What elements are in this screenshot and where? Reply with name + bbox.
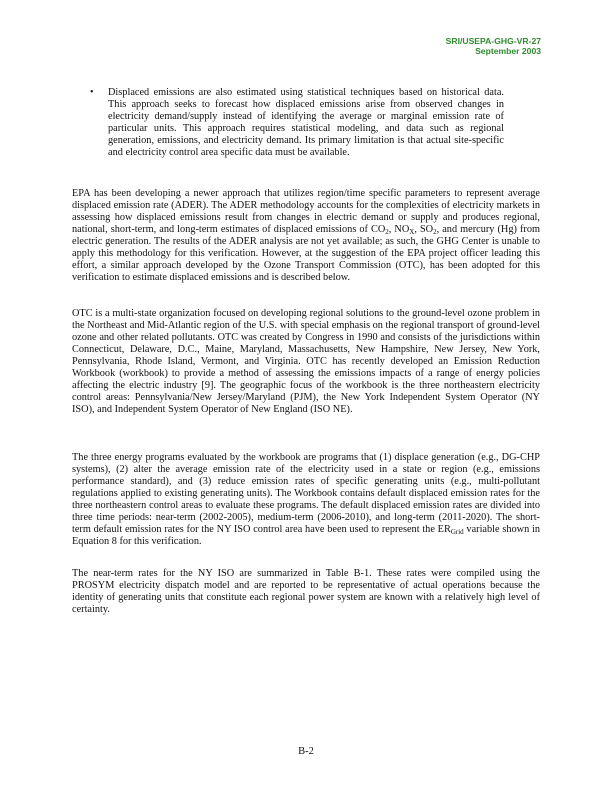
bullet-icon: • bbox=[90, 87, 94, 98]
subscript: 2 bbox=[433, 228, 437, 236]
page-number: B-2 bbox=[298, 746, 314, 757]
subscript: Grid bbox=[450, 528, 464, 536]
subscript: 2 bbox=[385, 228, 389, 236]
paragraph-energy-programs bbox=[72, 452, 540, 548]
paragraph-ader bbox=[72, 188, 540, 284]
paragraph-text: EPA has been developing a newer approach that utilizes region/time specific parameters to represent average displaced emission rate (ADER). The ADER methodology accounts for the complexities of electricity markets in assessing how displaced emissions result from changes in electric demand or supply and produces regional, national, short-term, and long-term estimates of displaced emissions of CO bbox=[72, 188, 540, 235]
subscript: X bbox=[409, 228, 415, 236]
page-header bbox=[446, 36, 541, 56]
paragraph-text: variable shown in Equation 8 for this verification. bbox=[72, 524, 540, 547]
bullet-item bbox=[90, 87, 504, 159]
bullet-text: Displaced emissions are also estimated using statistical techniques based on historical data. This approach seeks to forecast how displaced emissions arise from observed changes in electricity demand/supply instead of identifying the average or marginal emission rate of particular units. This approach requires statistical modeling, and data such as regional generation, emissions, and electricity demand. Its primary limitation is that actual site-specific and electricity control area specific data must be available. bbox=[108, 87, 504, 158]
document-date: September 2003 bbox=[475, 46, 541, 56]
document-id: SRI/USEPA-GHG-VR-27 bbox=[445, 36, 541, 46]
paragraph-text: , SO bbox=[414, 224, 434, 235]
paragraph-text: The three energy programs evaluated by the workbook are programs that (1) displace generation (e.g., DG-CHP systems), (2) alter the average emission rate of the electricity used in a state or region (e.g., emissions performance standard), and (3) reduce emission rates of specific generating units (e.g., multi-pollutant regulations applied to existing generating units). The Workbook contains default displaced emission rates for the three northeastern control areas to evaluate these programs. The default displaced emission rates are divided into three time periods: near-term (2002-2005), medium-term (2006-2010), and long-term (2011-2020). The short-term default emission rates for the NY ISO control area have been used to represent the ER bbox=[72, 452, 540, 535]
paragraph-text: , NO bbox=[388, 224, 410, 235]
paragraph-near-term-rates: The near-term rates for the NY ISO are summarized in Table B-1. These rates were compiled using the PROSYM electricity dispatch model and are reported to be representative of actual operations because the identity of generating units that constitute each regional power system are known with a relatively high level of certainty. bbox=[72, 568, 540, 615]
paragraph-text: , and mercury (Hg) from electric generation. The results of the ADER analysis are not yet available; as such, the GHG Center is unable to apply this methodology for this verification. However, at the suggestion of the EPA project officer leading this effort, a similar approach developed by the Ozone Transport Commission (OTC), has been adopted for this verification to estimate displaced emissions and is described below. bbox=[72, 224, 540, 283]
paragraph-otc: OTC is a multi-state organization focused on developing regional solutions to the ground-level ozone problem in the Northeast and Mid-Atlantic region of the U.S. with special emphasis on the regional transport of ground-level ozone and other related pollutants. OTC was created by Congress in 1990 and consists of the jurisdictions within Connecticut, Delaware, D.C., Maine, Maryland, Massachusetts, New Hampshire, New Jersey, New York, Pennsylvania, Rhode Island, Vermont, and Virginia. OTC has recently developed an Emission Reduction Workbook (workbook) to provide a method of assessing the emissions impacts of a range of energy policies affecting the electric industry [9]. The geographic focus of the workbook is the three northeastern electricity control areas: Pennsylvania/New Jersey/Maryland (PJM), the New York Independent System Operator (NY ISO), and Independent System Operator of New England (ISO NE). bbox=[72, 308, 540, 415]
